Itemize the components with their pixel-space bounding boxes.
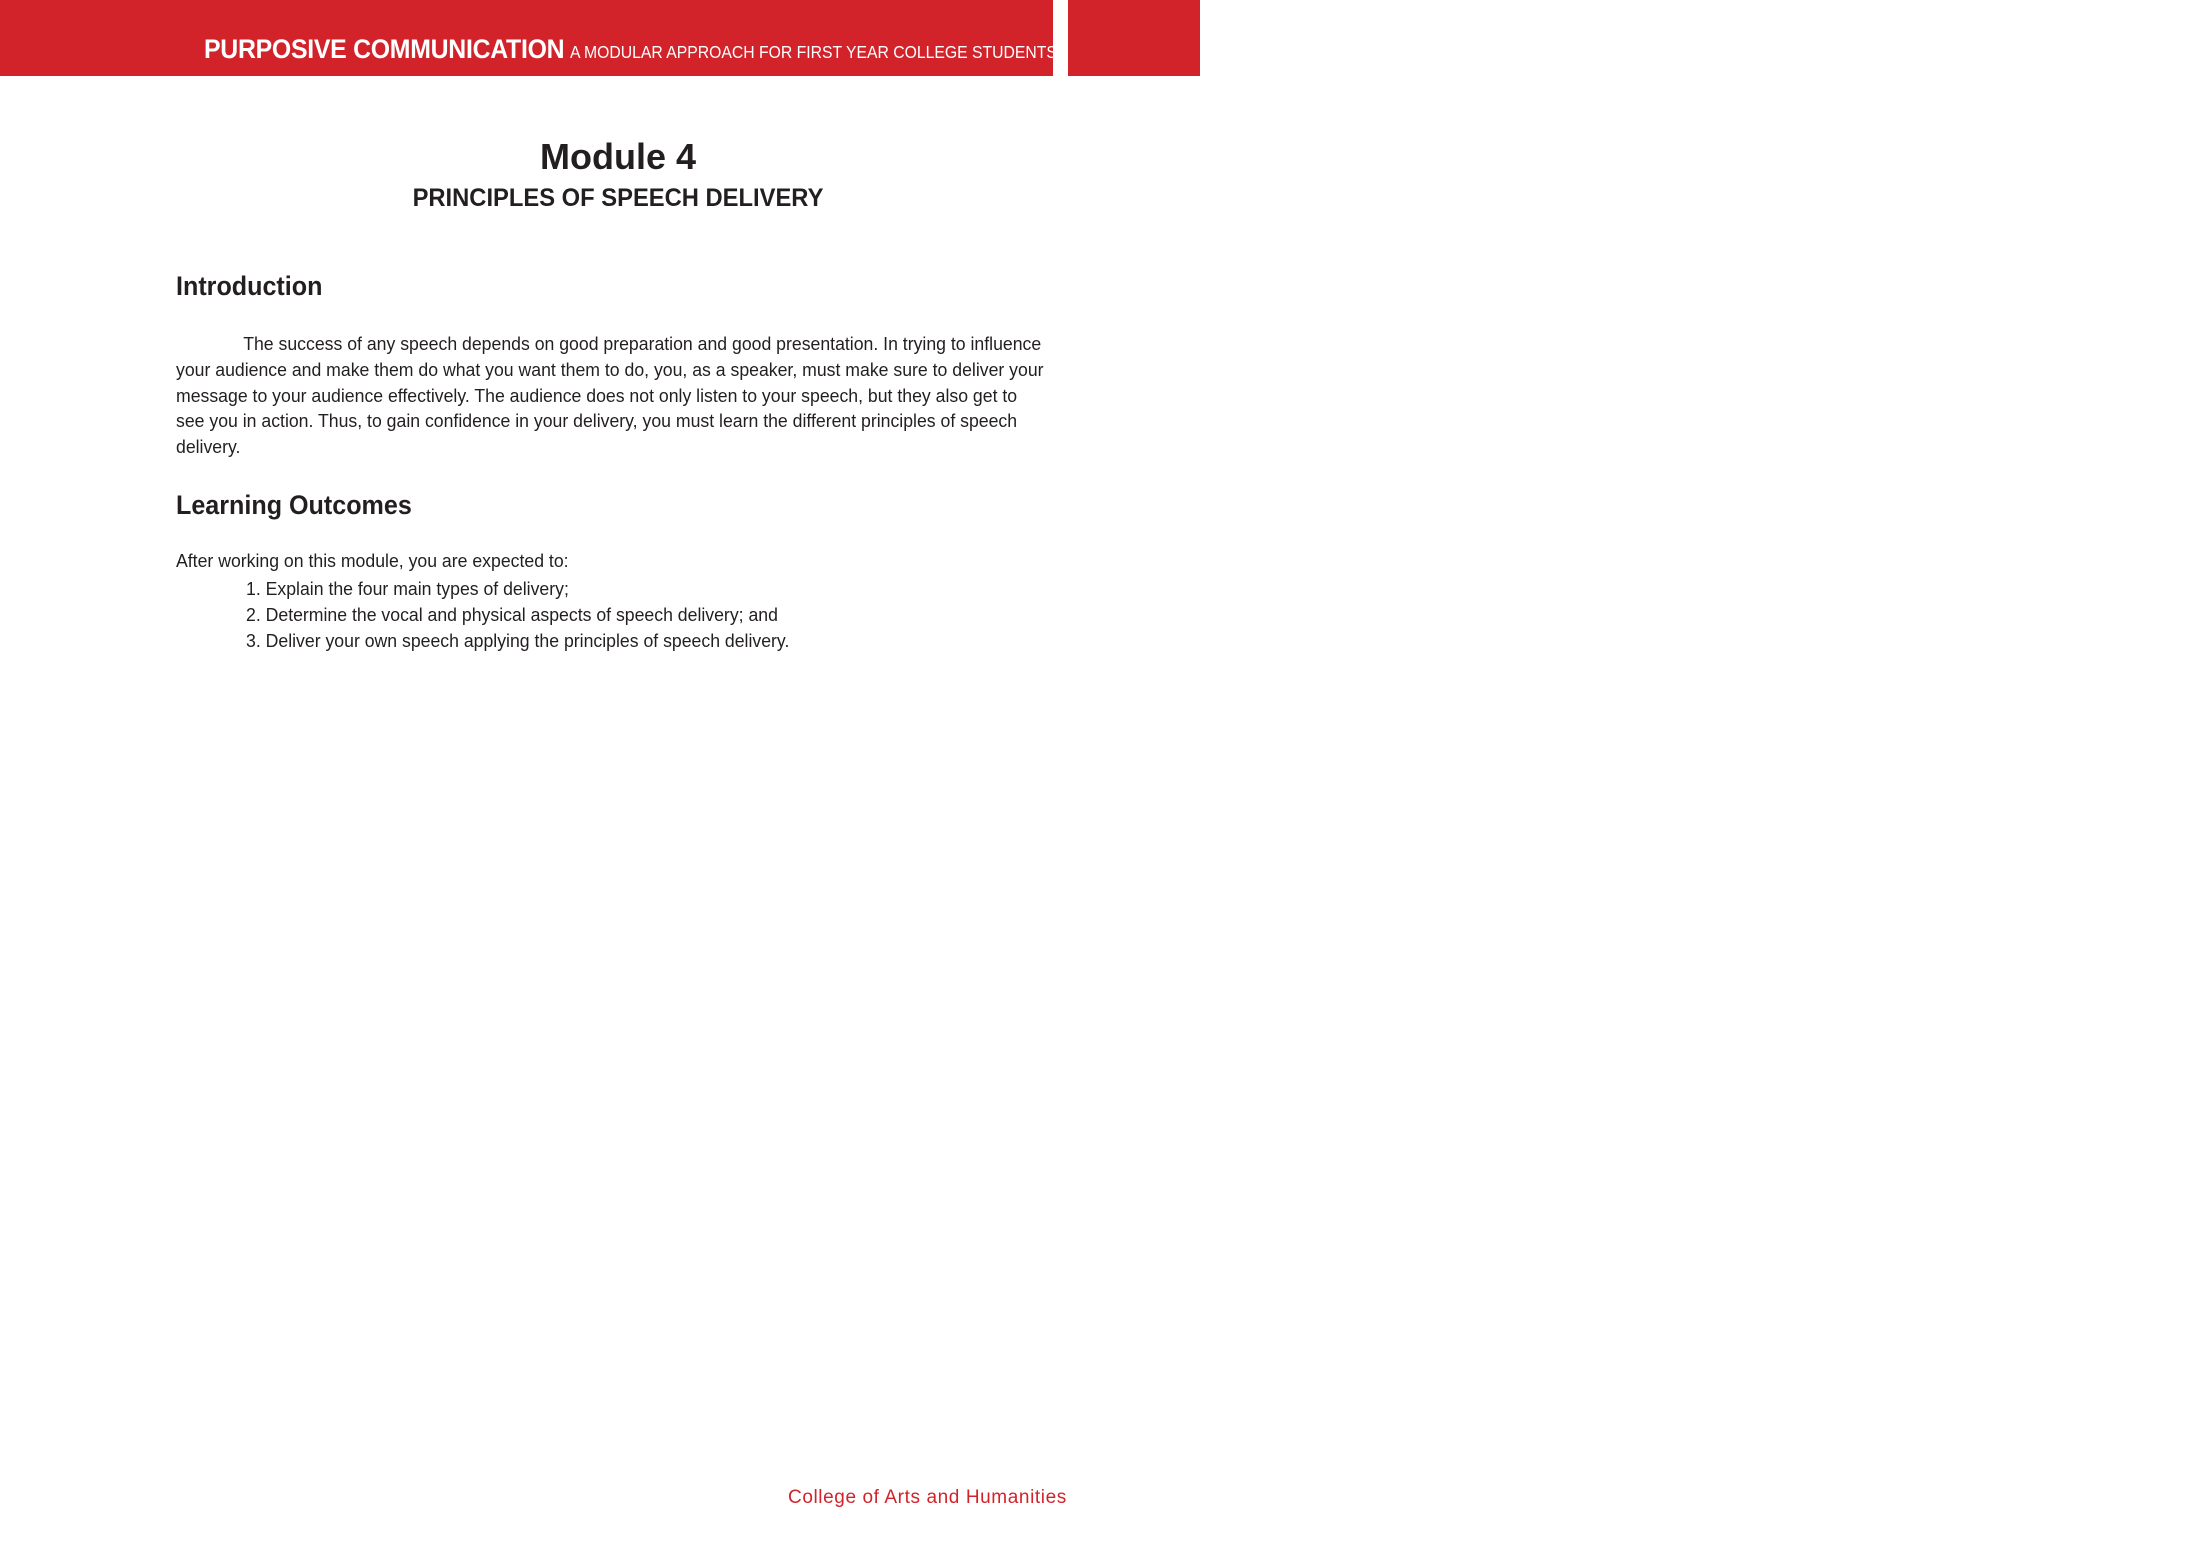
learning-outcomes-heading: Learning Outcomes	[176, 490, 412, 520]
module-title: Module 4	[539, 136, 696, 177]
book-title: PURPOSIVE COMMUNICATION	[204, 34, 565, 64]
footer-college: College of Arts and Humanities	[788, 1487, 1067, 1508]
learning-outcomes-list	[246, 576, 789, 654]
introduction-paragraph: The success of any speech depends on good preparation and good presentation. In trying to influence your audience and make them do what you want them to do, you, as a speaker, must make sure to deliver your message to your audience effectively. The audience does not only listen to your speech, but they also get to see you in action. Thus, to gain confidence in your delivery, you must learn the different principles of speech delivery.	[176, 333, 1044, 458]
module-subtitle: PRINCIPLES OF SPEECH DELIVERY	[412, 184, 824, 212]
list-item: 3. Deliver your own speech applying the principles of speech delivery.	[246, 630, 790, 651]
introduction-heading: Introduction	[176, 271, 323, 301]
header-bar	[0, 0, 1057, 76]
learning-outcomes-lead: After working on this module, you are expected to:	[176, 550, 569, 571]
page-number: 67	[2192, 37, 2211, 59]
list-item: 1. Explain the four main types of delivery;	[246, 578, 569, 599]
book-subtitle: A MODULAR APPROACH FOR FIRST YEAR COLLEGE STUDENTS	[570, 42, 1057, 62]
list-item: 2. Determine the vocal and physical aspects of speech delivery; and	[246, 604, 778, 625]
page-number-box	[1068, 0, 2211, 76]
